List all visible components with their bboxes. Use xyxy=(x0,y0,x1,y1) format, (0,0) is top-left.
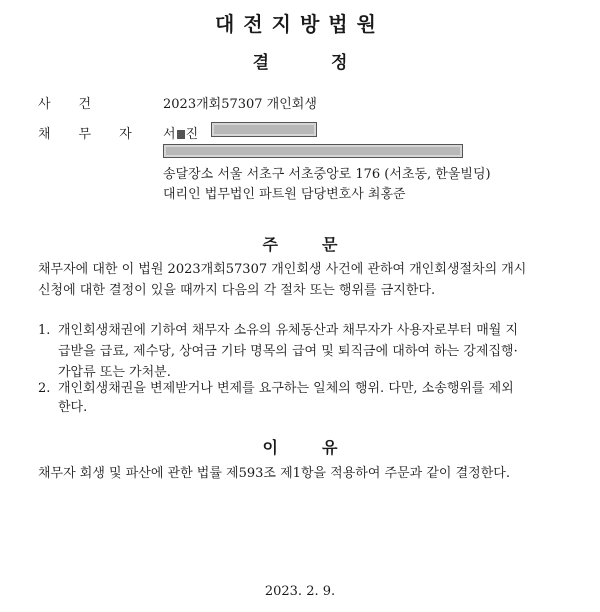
case-label: 사건 xyxy=(38,97,120,112)
order-item-1-line-1: 개인회생채권에 기하여 채무자 소유의 유체동산과 채무자가 사용자로부터 매월 지 xyxy=(58,323,519,338)
debtor-label: 채무자 xyxy=(38,127,160,142)
reason-heading: 이유 xyxy=(262,438,382,457)
case-number: 2023개회57307 개인회생 xyxy=(163,97,317,112)
debtor-name-suffix: 진 xyxy=(185,127,199,142)
document-type-title: 결정 xyxy=(252,53,410,73)
order-item-1-line-2: 급받을 급료, 제수당, 상여금 기타 명목의 급여 및 퇴직금에 대하여 하는 강제집행· xyxy=(58,344,518,359)
redaction-mark xyxy=(177,130,185,139)
order-intro-line-1: 채무자에 대한 이 법원 2023개회57307 개인회생 사건에 관하여 개인회생절차의 개시 xyxy=(38,262,527,277)
order-intro-line-2: 신청에 대한 결정이 있을 때까지 다음의 각 절차 또는 행위를 금지한다. xyxy=(38,283,436,298)
order-item-1-line-3: 가압류 또는 가처분. xyxy=(58,365,171,380)
decision-date: 2023. 2. 9. xyxy=(264,584,336,599)
order-item-2-line-1: 개인회생채권을 변제받거나 변제를 요구하는 일체의 행위. 다만, 소송행위를 제외 xyxy=(58,381,514,396)
list-item-number: 2. xyxy=(38,381,51,396)
service-address: 송달장소 서울 서초구 서초중앙로 176 (서초동, 한울빌딩) xyxy=(163,167,491,182)
reason-text: 채무자 회생 및 파산에 관한 법률 제593조 제1항을 적용하여 주문과 같이 결정한다. xyxy=(38,466,510,481)
redacted-address-block xyxy=(163,144,463,158)
list-item-number: 1. xyxy=(38,323,51,338)
order-heading: 주문 xyxy=(262,235,382,254)
redacted-name-block xyxy=(211,122,317,137)
legal-agent: 대리인 법무법인 파트원 담당변호사 최홍준 xyxy=(163,187,406,202)
court-name: 대전지방법원 xyxy=(215,12,385,36)
debtor-name xyxy=(163,123,198,142)
debtor-name-prefix: 서 xyxy=(163,127,176,142)
order-item-2-line-2: 한다. xyxy=(58,400,88,415)
